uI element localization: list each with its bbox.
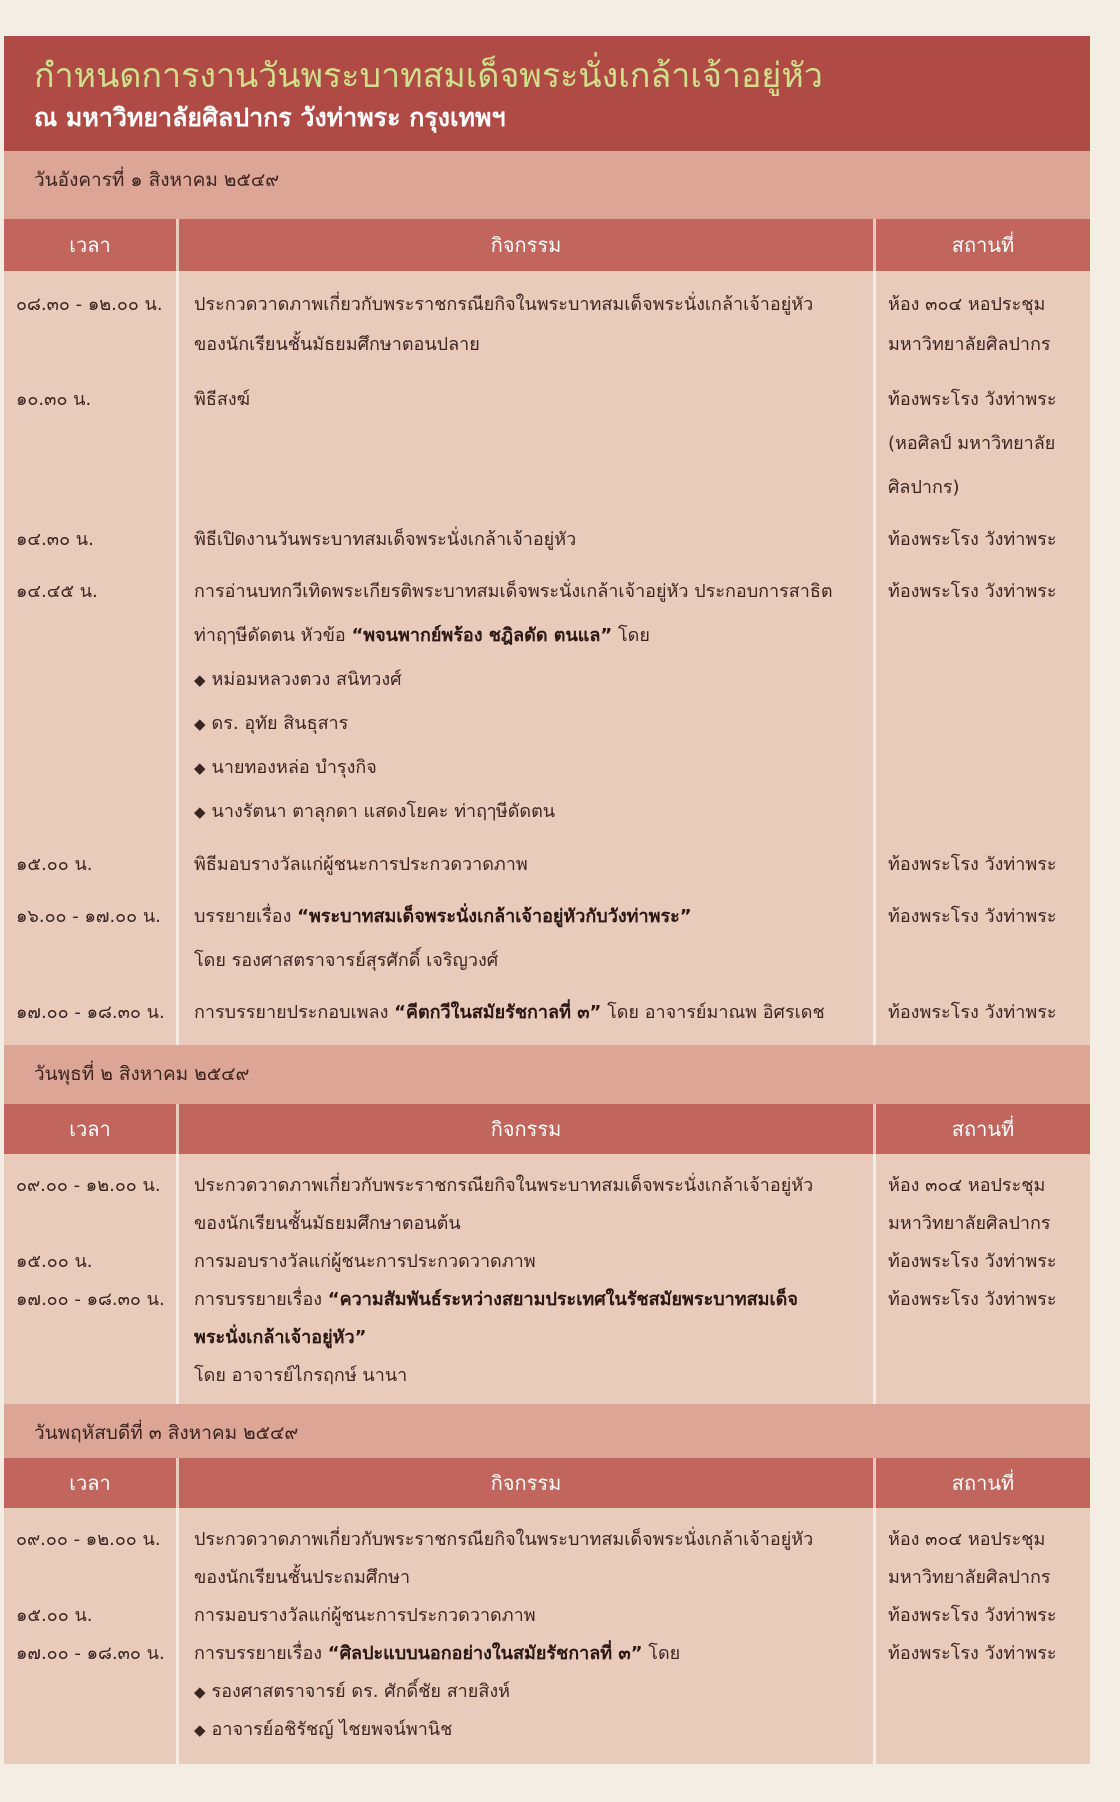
activity-line: ประกวดวาดภาพเกี่ยวกับพระราชกรณียกิจในพระบาทสมเด็จพระนั่งเกล้าเจ้าอยู่หัว bbox=[194, 1529, 814, 1550]
bullet-item: ◆ ดร. อุทัย สินธุสาร bbox=[194, 713, 349, 734]
row-activity bbox=[194, 901, 864, 974]
day-heading: วันอังคารที่ ๑ สิงหาคม ๒๕๔๙ bbox=[4, 151, 1090, 219]
row-activity bbox=[194, 1284, 864, 1389]
place-line: ท้องพระโรง วังท่าพระ bbox=[888, 389, 1057, 410]
place-line: ท้องพระโรง วังท่าพระ bbox=[888, 581, 1057, 602]
activity-line: พิธีเปิดงานวันพระบาทสมเด็จพระนั่งเกล้าเจ้าอยู่หัว bbox=[194, 529, 577, 550]
col-header-activity: กิจกรรม bbox=[179, 1104, 873, 1154]
row-activity bbox=[194, 524, 864, 553]
row-place bbox=[888, 997, 1084, 1026]
row-activity bbox=[194, 289, 864, 358]
activity-line: โดย รองศาสตราจารย์สุรศักดิ์ เจริญวงศ์ bbox=[194, 950, 499, 971]
activity-line: ของนักเรียนชั้นมัธยมศึกษาตอนต้น bbox=[194, 1213, 461, 1234]
row-time: ๑๔.๓๐ น. bbox=[16, 529, 94, 550]
place-line: ท้องพระโรง วังท่าพระ bbox=[888, 1643, 1057, 1664]
place-line: ท้องพระโรง วังท่าพระ bbox=[888, 529, 1057, 550]
row-activity bbox=[194, 1246, 864, 1275]
row-time: ๑๗.๐๐ - ๑๘.๓๐ น. bbox=[16, 1643, 165, 1664]
activity-line: การบรรยายประกอบเพลง “คีตกวีในสมัยรัชกาลที่ ๓” โดย อาจารย์มาณพ อิศรเดช bbox=[194, 1002, 825, 1023]
row-activity bbox=[194, 384, 864, 413]
place-line: ห้อง ๓๐๔ หอประชุม bbox=[888, 1529, 1046, 1550]
row-time: ๐๙.๐๐ - ๑๒.๐๐ น. bbox=[16, 1529, 161, 1550]
col-header-activity: กิจกรรม bbox=[179, 219, 873, 271]
column-divider bbox=[873, 1508, 876, 1764]
table-header bbox=[4, 219, 1090, 271]
schedule-title: กำหนดการงานวันพระบาทสมเด็จพระนั่งเกล้าเจ้าอยู่หัว bbox=[34, 56, 823, 96]
bullet-item: ◆ นายทองหล่อ บำรุงกิจ bbox=[194, 757, 377, 778]
col-header-place: สถานที่ bbox=[876, 1104, 1090, 1154]
place-line: ท้องพระโรง วังท่าพระ bbox=[888, 1251, 1057, 1272]
place-line: มหาวิทยาลัยศิลปากร bbox=[888, 1567, 1051, 1588]
place-line: มหาวิทยาลัยศิลปากร bbox=[888, 1213, 1051, 1234]
row-place bbox=[888, 576, 1084, 605]
diamond-bullet-icon: ◆ bbox=[194, 715, 206, 733]
row-place bbox=[888, 1524, 1084, 1591]
place-line: ศิลปากร) bbox=[888, 477, 960, 498]
activity-line: พิธีมอบรางวัลแก่ผู้ชนะการประกวดวาดภาพ bbox=[194, 854, 528, 875]
place-line: ห้อง ๓๐๔ หอประชุม bbox=[888, 294, 1046, 315]
schedule-table bbox=[4, 1508, 1090, 1764]
bullet-item: ◆ นางรัตนา ตาลุกดา แสดงโยคะ ท่าฤๅษีดัดตน bbox=[194, 801, 556, 822]
row-time: ๐๘.๓๐ - ๑๒.๐๐ น. bbox=[16, 294, 163, 315]
bullet-item: ◆ รองศาสตราจารย์ ดร. ศักดิ์ชัย สายสิงห์ bbox=[194, 1681, 510, 1702]
col-header-time: เวลา bbox=[4, 1104, 176, 1154]
row-time: ๑๐.๓๐ น. bbox=[16, 389, 92, 410]
row-place bbox=[888, 1600, 1084, 1629]
schedule-table bbox=[4, 1154, 1090, 1404]
day-heading: วันพฤหัสบดีที่ ๓ สิงหาคม ๒๕๔๙ bbox=[4, 1404, 1090, 1458]
place-line: ท้องพระโรง วังท่าพระ bbox=[888, 1289, 1057, 1310]
col-header-activity: กิจกรรม bbox=[179, 1458, 873, 1508]
schedule-header bbox=[4, 36, 1090, 151]
activity-line: ของนักเรียนชั้นประถมศึกษา bbox=[194, 1567, 411, 1588]
column-divider bbox=[176, 1154, 179, 1404]
diamond-bullet-icon: ◆ bbox=[194, 1683, 206, 1701]
row-place bbox=[888, 1638, 1084, 1667]
row-place bbox=[888, 289, 1084, 358]
place-line: มหาวิทยาลัยศิลปากร bbox=[888, 334, 1051, 355]
activity-line: พิธีสงฆ์ bbox=[194, 389, 250, 410]
activity-line: การมอบรางวัลแก่ผู้ชนะการประกวดวาดภาพ bbox=[194, 1251, 536, 1272]
activity-line: พระนั่งเกล้าเจ้าอยู่หัว” bbox=[194, 1327, 367, 1348]
activity-line: ประกวดวาดภาพเกี่ยวกับพระราชกรณียกิจในพระบาทสมเด็จพระนั่งเกล้าเจ้าอยู่หัว bbox=[194, 1175, 814, 1196]
col-header-time: เวลา bbox=[4, 1458, 176, 1508]
row-time: ๑๕.๐๐ น. bbox=[16, 854, 93, 875]
row-time: ๑๕.๐๐ น. bbox=[16, 1251, 93, 1272]
diamond-bullet-icon: ◆ bbox=[194, 803, 206, 821]
place-line: ท้องพระโรง วังท่าพระ bbox=[888, 1002, 1057, 1023]
row-time: ๑๗.๐๐ - ๑๘.๓๐ น. bbox=[16, 1002, 165, 1023]
activity-line: การมอบรางวัลแก่ผู้ชนะการประกวดวาดภาพ bbox=[194, 1605, 536, 1626]
activity-line: การบรรยายเรื่อง “ศิลปะแบบนอกอย่างในสมัยรัชกาลที่ ๓” โดย bbox=[194, 1643, 681, 1664]
place-line: ท้องพระโรง วังท่าพระ bbox=[888, 854, 1057, 875]
activity-line: โดย อาจารย์ไกรฤกษ์ นานา bbox=[194, 1365, 408, 1386]
table-header bbox=[4, 1104, 1090, 1154]
row-place bbox=[888, 384, 1084, 501]
row-activity bbox=[194, 997, 864, 1026]
row-time: ๑๔.๔๕ น. bbox=[16, 581, 98, 602]
row-time: ๐๙.๐๐ - ๑๒.๐๐ น. bbox=[16, 1175, 161, 1196]
diamond-bullet-icon: ◆ bbox=[194, 759, 206, 777]
activity-line: ของนักเรียนชั้นมัธยมศึกษาตอนปลาย bbox=[194, 334, 480, 355]
activity-line: ท่าฤๅษีดัดตน หัวข้อ “พจนพากย์พร้อง ชฎิลดัด ตนแล” โดย bbox=[194, 625, 650, 646]
row-activity bbox=[194, 1524, 864, 1591]
table-header bbox=[4, 1458, 1090, 1508]
row-activity bbox=[194, 576, 864, 825]
bullet-item: ◆ อาจารย์อชิรัชญ์ ไชยพจน์พานิช bbox=[194, 1719, 453, 1740]
place-line: ท้องพระโรง วังท่าพระ bbox=[888, 1605, 1057, 1626]
row-place bbox=[888, 1170, 1084, 1237]
column-divider bbox=[176, 271, 179, 1045]
column-divider bbox=[873, 1154, 876, 1404]
row-place bbox=[888, 901, 1084, 930]
col-header-time: เวลา bbox=[4, 219, 176, 271]
schedule-table bbox=[4, 271, 1090, 1045]
row-activity bbox=[194, 1170, 864, 1237]
col-header-place: สถานที่ bbox=[876, 219, 1090, 271]
day-heading: วันพุธที่ ๒ สิงหาคม ๒๕๔๙ bbox=[4, 1045, 1090, 1104]
column-divider bbox=[873, 271, 876, 1045]
diamond-bullet-icon: ◆ bbox=[194, 1721, 206, 1739]
activity-line: การบรรยายเรื่อง “ความสัมพันธ์ระหว่างสยามประเทศในรัชสมัยพระบาทสมเด็จ bbox=[194, 1289, 798, 1310]
row-time: ๑๖.๐๐ - ๑๗.๐๐ น. bbox=[16, 906, 161, 927]
row-time: ๑๕.๐๐ น. bbox=[16, 1605, 93, 1626]
diamond-bullet-icon: ◆ bbox=[194, 671, 206, 689]
place-line: ห้อง ๓๐๔ หอประชุม bbox=[888, 1175, 1046, 1196]
activity-line: การอ่านบทกวีเทิดพระเกียรติพระบาทสมเด็จพระนั่งเกล้าเจ้าอยู่หัว ประกอบการสาธิต bbox=[194, 581, 833, 602]
place-line: ท้องพระโรง วังท่าพระ bbox=[888, 906, 1057, 927]
row-place bbox=[888, 1246, 1084, 1275]
activity-line: ประกวดวาดภาพเกี่ยวกับพระราชกรณียกิจในพระบาทสมเด็จพระนั่งเกล้าเจ้าอยู่หัว bbox=[194, 294, 814, 315]
activity-line: บรรยายเรื่อง “พระบาทสมเด็จพระนั่งเกล้าเจ้าอยู่หัวกับวังท่าพระ” bbox=[194, 906, 692, 927]
col-header-place: สถานที่ bbox=[876, 1458, 1090, 1508]
bullet-item: ◆ หม่อมหลวงตวง สนิทวงศ์ bbox=[194, 669, 402, 690]
row-activity bbox=[194, 1638, 864, 1743]
row-time: ๑๗.๐๐ - ๑๘.๓๐ น. bbox=[16, 1289, 165, 1310]
schedule-subtitle: ณ มหาวิทยาลัยศิลปากร วังท่าพระ กรุงเทพฯ bbox=[34, 103, 506, 132]
row-activity bbox=[194, 1600, 864, 1629]
row-place bbox=[888, 849, 1084, 878]
row-place bbox=[888, 1284, 1084, 1313]
column-divider bbox=[176, 1508, 179, 1764]
row-place bbox=[888, 524, 1084, 553]
row-activity bbox=[194, 849, 864, 878]
place-line: (หอศิลป์ มหาวิทยาลัย bbox=[888, 433, 1056, 454]
